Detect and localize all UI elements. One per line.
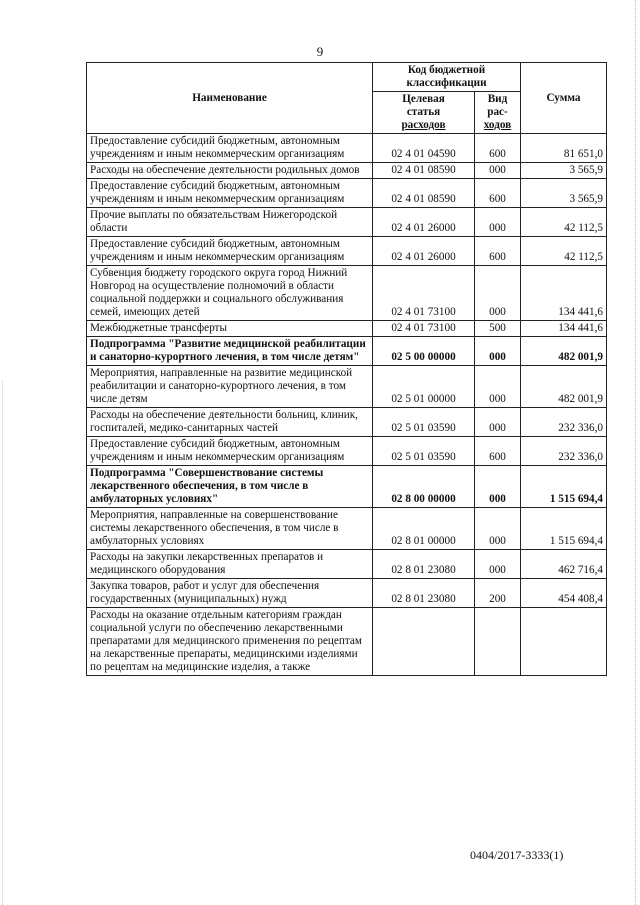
- table-row: [87, 208, 607, 237]
- row-target-code: 02 4 01 26000: [373, 208, 475, 237]
- budget-table: [86, 62, 607, 676]
- row-sum: [521, 608, 607, 676]
- row-expense-kind: 600: [475, 134, 521, 163]
- table-row: [87, 266, 607, 321]
- row-expense-kind: 000: [475, 466, 521, 508]
- row-name: Мероприятия, направленные на развитие медицинской реабилитации и санаторно-курортного лечения, в том числе детям: [87, 366, 373, 408]
- row-expense-kind: 000: [475, 266, 521, 321]
- row-expense-kind: 000: [475, 408, 521, 437]
- header-kind-line-2: рас-: [487, 106, 508, 118]
- row-target-code: 02 5 01 03590: [373, 437, 475, 466]
- table-row: [87, 237, 607, 266]
- row-target-code: 02 8 01 00000: [373, 508, 475, 550]
- row-expense-kind: 600: [475, 179, 521, 208]
- row-name: Предоставление субсидий бюджетным, автономным учреждениям и иным некоммерческим организациям: [87, 179, 373, 208]
- row-target-code: 02 5 00 00000: [373, 337, 475, 366]
- header-kind-line-1: Вид: [487, 93, 508, 105]
- header-target-line-3: расходов: [401, 119, 446, 131]
- table-row: [87, 466, 607, 508]
- header-kind-line-3: ходов: [483, 119, 512, 131]
- header-target-article: [373, 92, 475, 134]
- row-sum: 462 716,4: [521, 550, 607, 579]
- row-target-code: [373, 608, 475, 676]
- row-sum: 232 336,0: [521, 408, 607, 437]
- row-sum: 3 565,9: [521, 163, 607, 179]
- row-sum: 134 441,6: [521, 321, 607, 337]
- row-sum: 454 408,4: [521, 579, 607, 608]
- table-row: [87, 550, 607, 579]
- row-target-code: 02 4 01 73100: [373, 266, 475, 321]
- row-target-code: 02 4 01 26000: [373, 237, 475, 266]
- row-target-code: 02 4 01 73100: [373, 321, 475, 337]
- row-expense-kind: 000: [475, 508, 521, 550]
- row-expense-kind: 500: [475, 321, 521, 337]
- row-target-code: 02 5 01 00000: [373, 366, 475, 408]
- table-row: [87, 134, 607, 163]
- row-sum: 134 441,6: [521, 266, 607, 321]
- right-margin-scan-dots: [634, 0, 636, 905]
- row-target-code: 02 4 01 08590: [373, 163, 475, 179]
- table-row: [87, 321, 607, 337]
- row-expense-kind: 600: [475, 437, 521, 466]
- row-expense-kind: [475, 608, 521, 676]
- header-name: Наименование: [87, 63, 373, 134]
- row-name: Расходы на обеспечение деятельности больниц, клиник, госпиталей, медико-санитарных частей: [87, 408, 373, 437]
- row-name: Расходы на обеспечение деятельности родильных домов: [87, 163, 373, 179]
- row-target-code: 02 8 01 23080: [373, 579, 475, 608]
- row-expense-kind: 000: [475, 337, 521, 366]
- row-target-code: 02 4 01 04590: [373, 134, 475, 163]
- table-row: [87, 337, 607, 366]
- row-expense-kind: 000: [475, 208, 521, 237]
- row-name: Предоставление субсидий бюджетным, автономным учреждениям и иным некоммерческим организациям: [87, 134, 373, 163]
- header-code-group: Код бюджетной классификации: [373, 63, 521, 92]
- row-name: Подпрограмма "Развитие медицинской реабилитации и санаторно-курортного лечения, в том числе детям": [87, 337, 373, 366]
- row-sum: 482 001,9: [521, 366, 607, 408]
- row-name: Мероприятия, направленные на совершенствование системы лекарственного обеспечения, в том числе в амбулаторных условиях: [87, 508, 373, 550]
- row-sum: 232 336,0: [521, 437, 607, 466]
- header-target-line-2: статья: [406, 106, 441, 118]
- row-name: Межбюджетные трансферты: [87, 321, 373, 337]
- row-target-code: 02 8 01 23080: [373, 550, 475, 579]
- row-expense-kind: 600: [475, 237, 521, 266]
- row-sum: 482 001,9: [521, 337, 607, 366]
- document-footer-code: 0404/2017-3333(1): [470, 848, 564, 862]
- table-row: [87, 408, 607, 437]
- header-target-line-1: Целевая: [402, 93, 445, 105]
- table-row: [87, 437, 607, 466]
- row-name: Закупка товаров, работ и услуг для обеспечения государственных (муниципальных) нужд: [87, 579, 373, 608]
- row-sum: 42 112,5: [521, 237, 607, 266]
- row-expense-kind: 000: [475, 366, 521, 408]
- header-sum: Сумма: [521, 63, 607, 134]
- row-name: Расходы на оказание отдельным категориям граждан социальной услуги по обеспечению лекарственными препаратами для медицинского применения по рецептам на лекарственные препараты, медицинскими изделиями по рецептам на медицинские изделия, а также: [87, 608, 373, 676]
- row-sum: 3 565,9: [521, 179, 607, 208]
- row-name: Прочие выплаты по обязательствам Нижегородской области: [87, 208, 373, 237]
- row-target-code: 02 4 01 08590: [373, 179, 475, 208]
- table-row: [87, 163, 607, 179]
- header-row-1: [87, 63, 607, 92]
- table-row: [87, 179, 607, 208]
- row-name: Подпрограмма "Совершенствование системы лекарственного обеспечения, в том числе в амбулаторных условиях": [87, 466, 373, 508]
- row-name: Предоставление субсидий бюджетным, автономным учреждениям и иным некоммерческим организациям: [87, 237, 373, 266]
- row-expense-kind: 200: [475, 579, 521, 608]
- row-sum: 1 515 694,4: [521, 508, 607, 550]
- row-sum: 81 651,0: [521, 134, 607, 163]
- row-expense-kind: 000: [475, 163, 521, 179]
- row-target-code: 02 5 01 03590: [373, 408, 475, 437]
- header-expense-kind: [475, 92, 521, 134]
- table-body: [87, 134, 607, 676]
- row-name: Предоставление субсидий бюджетным, автономным учреждениям и иным некоммерческим организациям: [87, 437, 373, 466]
- row-name: Субвенция бюджету городского округа город Нижний Новгород на осуществление полномочий в области социальной поддержки и социального обслуживания семей, имеющих детей: [87, 266, 373, 321]
- table-row: [87, 508, 607, 550]
- row-name: Расходы на закупки лекарственных препаратов и медицинского оборудования: [87, 550, 373, 579]
- table-row: [87, 608, 607, 676]
- table-row: [87, 366, 607, 408]
- row-expense-kind: 000: [475, 550, 521, 579]
- row-sum: 42 112,5: [521, 208, 607, 237]
- left-margin-scan-dots: [2, 380, 4, 905]
- row-target-code: 02 8 00 00000: [373, 466, 475, 508]
- table-row: [87, 579, 607, 608]
- row-sum: 1 515 694,4: [521, 466, 607, 508]
- page-number: 9: [316, 44, 324, 59]
